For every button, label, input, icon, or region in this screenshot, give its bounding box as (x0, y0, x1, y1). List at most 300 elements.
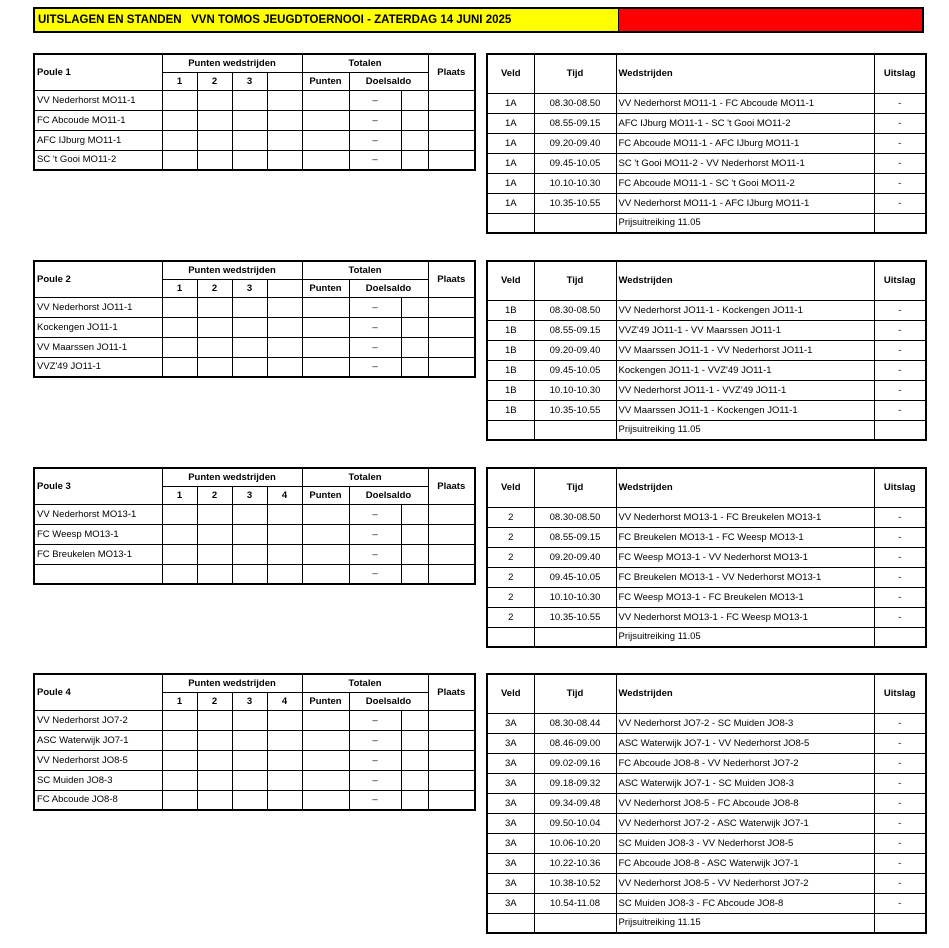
punten-wedstrijden-header: Punten wedstrijden (162, 674, 302, 692)
round-score-cell (162, 337, 197, 357)
punten-cell (302, 504, 349, 524)
doelsaldo-cell: – (349, 317, 401, 337)
punten-cell (302, 90, 349, 110)
plaats-header: Plaats (428, 261, 475, 297)
wedstrijd-cell: FC Abcoude MO11-1 - SC 't Gooi MO11-2 (616, 173, 874, 193)
doelsaldo-header: Doelsaldo (349, 279, 428, 297)
round-score-cell (267, 357, 302, 377)
standings-table-poule-1 (33, 53, 476, 171)
round-score-cell (162, 130, 197, 150)
match-row (487, 360, 926, 380)
doelsaldo-extra-cell (401, 750, 428, 770)
tijd-header: Tijd (534, 468, 616, 507)
doelsaldo-extra-cell (401, 337, 428, 357)
wedstrijd-cell: VV Nederhorst JO8-5 - FC Abcoude JO8-8 (616, 793, 874, 813)
doelsaldo-cell: – (349, 110, 401, 130)
round-score-cell (162, 297, 197, 317)
round-score-cell (232, 750, 267, 770)
match-row (487, 873, 926, 893)
match-row (487, 793, 926, 813)
schedule-table-poule-2 (486, 260, 927, 441)
veld-cell: 1B (487, 340, 534, 360)
doelsaldo-extra-cell (401, 90, 428, 110)
doelsaldo-extra-cell (401, 297, 428, 317)
wedstrijden-header: Wedstrijden (616, 54, 874, 93)
round-score-cell (232, 297, 267, 317)
round-score-cell (197, 90, 232, 110)
totalen-header: Totalen (302, 54, 428, 72)
standings-table-poule-4 (33, 673, 476, 811)
plaats-cell (428, 730, 475, 750)
round-score-cell (162, 730, 197, 750)
doelsaldo-extra-cell (401, 150, 428, 170)
round-score-cell (267, 770, 302, 790)
prize-row (487, 420, 926, 440)
prize-veld-empty (487, 913, 534, 933)
doelsaldo-header: Doelsaldo (349, 72, 428, 90)
tijd-cell: 08.46-09.00 (534, 733, 616, 753)
round-score-cell (162, 504, 197, 524)
tijd-header: Tijd (534, 54, 616, 93)
plaats-cell (428, 150, 475, 170)
doelsaldo-cell: – (349, 357, 401, 377)
punten-cell (302, 790, 349, 810)
doelsaldo-extra-cell (401, 790, 428, 810)
doelsaldo-cell: – (349, 150, 401, 170)
tijd-cell: 10.35-10.55 (534, 400, 616, 420)
round-score-cell (162, 710, 197, 730)
punten-cell (302, 337, 349, 357)
team-name: FC Abcoude MO11-1 (34, 110, 162, 130)
title-banner (33, 7, 924, 33)
tijd-cell: 09.45-10.05 (534, 567, 616, 587)
wedstrijd-cell: FC Breukelen MO13-1 - FC Weesp MO13-1 (616, 527, 874, 547)
doelsaldo-cell: – (349, 524, 401, 544)
round-score-cell (232, 357, 267, 377)
veld-cell: 3A (487, 733, 534, 753)
veld-cell: 3A (487, 853, 534, 873)
tijd-cell: 10.10-10.30 (534, 173, 616, 193)
doelsaldo-cell: – (349, 544, 401, 564)
wedstrijd-cell: VV Maarssen JO11-1 - VV Nederhorst JO11-1 (616, 340, 874, 360)
match-row (487, 833, 926, 853)
prize-veld-empty (487, 213, 534, 233)
plaats-header: Plaats (428, 674, 475, 710)
uitslag-cell: - (874, 733, 926, 753)
wedstrijd-cell: VV Nederhorst MO13-1 - FC Weesp MO13-1 (616, 607, 874, 627)
plaats-header: Plaats (428, 54, 475, 90)
plaats-cell (428, 790, 475, 810)
standings-row (34, 150, 475, 170)
veld-header: Veld (487, 468, 534, 507)
round-score-cell (162, 317, 197, 337)
punten-cell (302, 770, 349, 790)
plaats-cell (428, 110, 475, 130)
round-score-cell (197, 524, 232, 544)
round-score-cell (197, 730, 232, 750)
round-score-cell (162, 90, 197, 110)
punten-header: Punten (302, 486, 349, 504)
round-header: 2 (197, 279, 232, 297)
tijd-cell: 09.34-09.48 (534, 793, 616, 813)
wedstrijd-cell: VV Nederhorst JO8-5 - VV Nederhorst JO7-2 (616, 873, 874, 893)
standings-row (34, 770, 475, 790)
prize-ceremony-text: Prijsuitreiking 11.15 (616, 913, 874, 933)
standings-row (34, 564, 475, 584)
doelsaldo-cell: – (349, 730, 401, 750)
veld-cell: 2 (487, 507, 534, 527)
wedstrijd-cell: VV Nederhorst JO7-2 - ASC Waterwijk JO7-1 (616, 813, 874, 833)
tijd-cell: 08.30-08.50 (534, 507, 616, 527)
match-row (487, 753, 926, 773)
tijd-cell: 09.45-10.05 (534, 360, 616, 380)
veld-cell: 2 (487, 527, 534, 547)
standings-row (34, 130, 475, 150)
prize-ceremony-text: Prijsuitreiking 11.05 (616, 627, 874, 647)
round-score-cell (267, 130, 302, 150)
veld-cell: 2 (487, 587, 534, 607)
punten-cell (302, 150, 349, 170)
round-header-empty (267, 72, 302, 90)
round-header: 1 (162, 692, 197, 710)
wedstrijd-cell: VV Nederhorst MO11-1 - FC Abcoude MO11-1 (616, 93, 874, 113)
wedstrijd-cell: FC Weesp MO13-1 - FC Breukelen MO13-1 (616, 587, 874, 607)
doelsaldo-cell: – (349, 770, 401, 790)
punten-cell (302, 524, 349, 544)
punten-header: Punten (302, 72, 349, 90)
round-score-cell (267, 730, 302, 750)
round-score-cell (232, 110, 267, 130)
totalen-header: Totalen (302, 468, 428, 486)
veld-cell: 2 (487, 547, 534, 567)
wedstrijd-cell: FC Abcoude JO8-8 - ASC Waterwijk JO7-1 (616, 853, 874, 873)
round-score-cell (232, 130, 267, 150)
doelsaldo-extra-cell (401, 770, 428, 790)
team-name: VV Maarssen JO11-1 (34, 337, 162, 357)
uitslag-cell: - (874, 753, 926, 773)
doelsaldo-extra-cell (401, 710, 428, 730)
round-header: 4 (267, 486, 302, 504)
doelsaldo-extra-cell (401, 110, 428, 130)
schedule-table-poule-4 (486, 673, 927, 934)
prize-uitslag-empty (874, 627, 926, 647)
plaats-cell (428, 337, 475, 357)
prize-veld-empty (487, 420, 534, 440)
uitslag-cell: - (874, 853, 926, 873)
match-row (487, 340, 926, 360)
uitslag-cell: - (874, 833, 926, 853)
uitslag-cell: - (874, 360, 926, 380)
uitslag-cell: - (874, 380, 926, 400)
punten-header: Punten (302, 279, 349, 297)
team-name: FC Breukelen MO13-1 (34, 544, 162, 564)
team-name: FC Abcoude JO8-8 (34, 790, 162, 810)
round-score-cell (197, 297, 232, 317)
round-score-cell (162, 357, 197, 377)
prize-tijd-empty (534, 420, 616, 440)
round-score-cell (267, 110, 302, 130)
plaats-cell (428, 524, 475, 544)
uitslag-cell: - (874, 793, 926, 813)
round-header-empty (267, 279, 302, 297)
tijd-cell: 08.30-08.44 (534, 713, 616, 733)
wedstrijd-cell: SC Muiden JO8-3 - VV Nederhorst JO8-5 (616, 833, 874, 853)
veld-cell: 1A (487, 193, 534, 213)
veld-cell: 3A (487, 713, 534, 733)
doelsaldo-cell: – (349, 504, 401, 524)
punten-cell (302, 544, 349, 564)
doelsaldo-extra-cell (401, 564, 428, 584)
round-score-cell (197, 150, 232, 170)
page-title: UITSLAGEN EN STANDEN VVN TOMOS JEUGDTOERNOOI - ZATERDAG 14 JUNI 2025 (35, 9, 619, 31)
schedule-table-poule-3 (486, 467, 927, 648)
match-row (487, 813, 926, 833)
match-row (487, 153, 926, 173)
match-row (487, 300, 926, 320)
punten-wedstrijden-header: Punten wedstrijden (162, 261, 302, 279)
round-score-cell (267, 297, 302, 317)
match-row (487, 527, 926, 547)
round-score-cell (232, 730, 267, 750)
round-score-cell (162, 150, 197, 170)
prize-ceremony-text: Prijsuitreiking 11.05 (616, 420, 874, 440)
match-row (487, 567, 926, 587)
veld-cell: 1A (487, 113, 534, 133)
prize-row (487, 913, 926, 933)
match-row (487, 547, 926, 567)
team-name: AFC IJburg MO11-1 (34, 130, 162, 150)
tijd-cell: 10.10-10.30 (534, 587, 616, 607)
standings-row (34, 317, 475, 337)
prize-tijd-empty (534, 627, 616, 647)
veld-header: Veld (487, 261, 534, 300)
plaats-cell (428, 130, 475, 150)
tijd-cell: 09.50-10.04 (534, 813, 616, 833)
veld-cell: 3A (487, 833, 534, 853)
standings-row (34, 750, 475, 770)
wedstrijd-cell: FC Breukelen MO13-1 - VV Nederhorst MO13-1 (616, 567, 874, 587)
uitslag-cell: - (874, 587, 926, 607)
punten-cell (302, 297, 349, 317)
round-score-cell (267, 544, 302, 564)
uitslag-cell: - (874, 873, 926, 893)
uitslag-header: Uitslag (874, 261, 926, 300)
wedstrijd-cell: SC Muiden JO8-3 - FC Abcoude JO8-8 (616, 893, 874, 913)
standings-row (34, 297, 475, 317)
standings-table-poule-2 (33, 260, 476, 378)
doelsaldo-extra-cell (401, 357, 428, 377)
round-score-cell (267, 750, 302, 770)
round-score-cell (197, 130, 232, 150)
standings-row (34, 337, 475, 357)
prize-row (487, 627, 926, 647)
punten-wedstrijden-header: Punten wedstrijden (162, 54, 302, 72)
round-score-cell (197, 317, 232, 337)
tijd-cell: 09.20-09.40 (534, 340, 616, 360)
doelsaldo-cell: – (349, 297, 401, 317)
round-score-cell (232, 524, 267, 544)
uitslag-cell: - (874, 400, 926, 420)
round-header: 3 (232, 692, 267, 710)
round-score-cell (232, 790, 267, 810)
poule-name: Poule 3 (34, 468, 162, 504)
punten-cell (302, 710, 349, 730)
standings-row (34, 730, 475, 750)
round-header: 4 (267, 692, 302, 710)
tijd-cell: 09.45-10.05 (534, 153, 616, 173)
uitslag-header: Uitslag (874, 674, 926, 713)
tijd-cell: 09.20-09.40 (534, 133, 616, 153)
veld-cell: 1A (487, 93, 534, 113)
round-score-cell (162, 750, 197, 770)
punten-cell (302, 750, 349, 770)
wedstrijd-cell: FC Weesp MO13-1 - VV Nederhorst MO13-1 (616, 547, 874, 567)
uitslag-header: Uitslag (874, 54, 926, 93)
wedstrijd-cell: ASC Waterwijk JO7-1 - VV Nederhorst JO8-5 (616, 733, 874, 753)
match-row (487, 193, 926, 213)
poule-name: Poule 2 (34, 261, 162, 297)
tijd-cell: 08.55-09.15 (534, 527, 616, 547)
wedstrijd-cell: FC Abcoude JO8-8 - VV Nederhorst JO7-2 (616, 753, 874, 773)
veld-cell: 1A (487, 153, 534, 173)
wedstrijd-cell: VV Nederhorst MO11-1 - AFC IJburg MO11-1 (616, 193, 874, 213)
team-name: VV Nederhorst JO7-2 (34, 710, 162, 730)
tijd-cell: 10.22-10.36 (534, 853, 616, 873)
team-name: VV Nederhorst JO8-5 (34, 750, 162, 770)
match-row (487, 893, 926, 913)
round-score-cell (197, 750, 232, 770)
round-score-cell (197, 710, 232, 730)
team-name: Kockengen JO11-1 (34, 317, 162, 337)
tijd-header: Tijd (534, 261, 616, 300)
wedstrijd-cell: VV Nederhorst JO11-1 - Kockengen JO11-1 (616, 300, 874, 320)
wedstrijd-cell: FC Abcoude MO11-1 - AFC IJburg MO11-1 (616, 133, 874, 153)
round-score-cell (197, 504, 232, 524)
match-row (487, 173, 926, 193)
prize-uitslag-empty (874, 913, 926, 933)
punten-cell (302, 357, 349, 377)
prize-uitslag-empty (874, 420, 926, 440)
uitslag-cell: - (874, 93, 926, 113)
round-header: 1 (162, 279, 197, 297)
round-header: 3 (232, 72, 267, 90)
round-header: 1 (162, 72, 197, 90)
match-row (487, 733, 926, 753)
round-score-cell (267, 317, 302, 337)
doelsaldo-cell: – (349, 710, 401, 730)
round-score-cell (232, 710, 267, 730)
doelsaldo-cell: – (349, 337, 401, 357)
wedstrijd-cell: VVZ'49 JO11-1 - VV Maarssen JO11-1 (616, 320, 874, 340)
uitslag-cell: - (874, 527, 926, 547)
uitslag-cell: - (874, 607, 926, 627)
doelsaldo-extra-cell (401, 504, 428, 524)
round-score-cell (162, 564, 197, 584)
round-score-cell (197, 337, 232, 357)
plaats-cell (428, 544, 475, 564)
plaats-cell (428, 504, 475, 524)
uitslag-header: Uitslag (874, 468, 926, 507)
doelsaldo-cell: – (349, 130, 401, 150)
round-header: 2 (197, 486, 232, 504)
plaats-cell (428, 357, 475, 377)
match-row (487, 607, 926, 627)
match-row (487, 713, 926, 733)
match-row (487, 853, 926, 873)
round-score-cell (267, 710, 302, 730)
doelsaldo-cell: – (349, 790, 401, 810)
match-row (487, 507, 926, 527)
prize-veld-empty (487, 627, 534, 647)
plaats-cell (428, 297, 475, 317)
uitslag-cell: - (874, 153, 926, 173)
round-score-cell (267, 790, 302, 810)
round-score-cell (197, 790, 232, 810)
round-score-cell (162, 544, 197, 564)
uitslag-cell: - (874, 773, 926, 793)
plaats-cell (428, 770, 475, 790)
wedstrijd-cell: VV Nederhorst JO11-1 - VVZ'49 JO11-1 (616, 380, 874, 400)
plaats-header: Plaats (428, 468, 475, 504)
round-score-cell (162, 524, 197, 544)
wedstrijd-cell: VV Nederhorst MO13-1 - FC Breukelen MO13-1 (616, 507, 874, 527)
round-score-cell (267, 524, 302, 544)
round-score-cell (232, 317, 267, 337)
uitslag-cell: - (874, 893, 926, 913)
punten-wedstrijden-header: Punten wedstrijden (162, 468, 302, 486)
uitslag-cell: - (874, 173, 926, 193)
standings-row (34, 90, 475, 110)
wedstrijd-cell: Kockengen JO11-1 - VVZ'49 JO11-1 (616, 360, 874, 380)
match-row (487, 113, 926, 133)
wedstrijd-cell: VV Nederhorst JO7-2 - SC Muiden JO8-3 (616, 713, 874, 733)
veld-cell: 1A (487, 173, 534, 193)
wedstrijden-header: Wedstrijden (616, 674, 874, 713)
wedstrijden-header: Wedstrijden (616, 468, 874, 507)
tijd-cell: 10.10-10.30 (534, 380, 616, 400)
match-row (487, 773, 926, 793)
prize-ceremony-text: Prijsuitreiking 11.05 (616, 213, 874, 233)
round-score-cell (232, 770, 267, 790)
round-score-cell (267, 564, 302, 584)
tijd-cell: 10.35-10.55 (534, 607, 616, 627)
veld-cell: 1A (487, 133, 534, 153)
wedstrijd-cell: AFC IJburg MO11-1 - SC 't Gooi MO11-2 (616, 113, 874, 133)
round-score-cell (232, 337, 267, 357)
poule-name: Poule 4 (34, 674, 162, 710)
match-row (487, 587, 926, 607)
veld-header: Veld (487, 54, 534, 93)
doelsaldo-cell: – (349, 564, 401, 584)
doelsaldo-extra-cell (401, 524, 428, 544)
plaats-cell (428, 317, 475, 337)
plaats-cell (428, 564, 475, 584)
round-header: 3 (232, 486, 267, 504)
round-score-cell (197, 770, 232, 790)
round-header: 2 (197, 692, 232, 710)
match-row (487, 93, 926, 113)
tijd-cell: 10.06-10.20 (534, 833, 616, 853)
doelsaldo-header: Doelsaldo (349, 486, 428, 504)
standings-row (34, 790, 475, 810)
punten-cell (302, 317, 349, 337)
punten-cell (302, 130, 349, 150)
uitslag-cell: - (874, 133, 926, 153)
standings-row (34, 710, 475, 730)
veld-cell: 3A (487, 873, 534, 893)
veld-cell: 2 (487, 607, 534, 627)
team-name: VV Nederhorst MO13-1 (34, 504, 162, 524)
